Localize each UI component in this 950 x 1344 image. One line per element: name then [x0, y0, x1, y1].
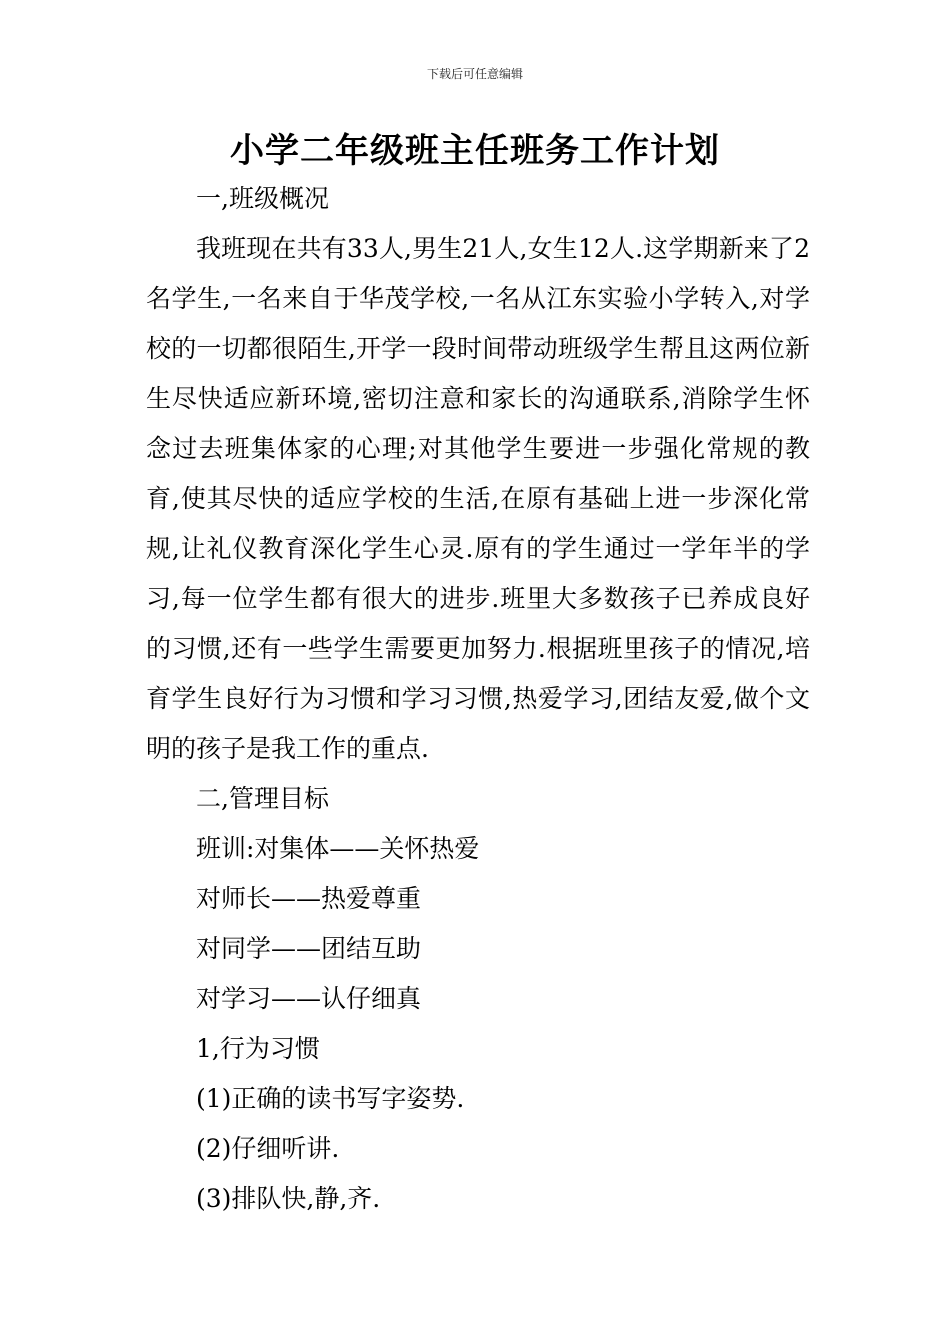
motto-line-study: 对学习——认仔细真 [196, 984, 422, 1013]
class-motto-line: 班训:对集体——关怀热爱 [196, 834, 480, 863]
list-item: (3)排队快,静,齐. [196, 1184, 381, 1213]
list-item: (2)仔细听讲. [196, 1134, 340, 1163]
list-item: (1)正确的读书写字姿势. [196, 1084, 465, 1113]
paragraph-class-overview: 我班现在共有33人,男生21人,女生12人.这学期新来了2名学生,一名来自于华茂学校,一名从江东实验小学转入,对学校的一切都很陌生,开学一段时间带动班级学生帮且这两位新生尽快适应新环境,密切注意和家长的沟通联系,消除学生怀念过去班集体家的心理;对其他学生要进一步强化常规的教育,使其尽快的适应学校的生活,在原有基础上进一步深化常规,让礼仪教育深化学生心灵.原有的学生通过一学年半的学习,每一位学生都有很大的进步.班里大多数孩子已养成良好的习惯,还有一些学生需要更加努力.根据班里孩子的情况,培育学生良好行为习惯和学习习惯,热爱学习,团结友爱,做个文明的孩子是我工作的重点. [146, 234, 810, 763]
motto-line-classmates: 对同学——团结互助 [196, 934, 422, 963]
section-heading-class-overview: 一,班级概况 [196, 184, 329, 213]
document-body [146, 174, 810, 1224]
header-note: 下载后可任意编辑 [426, 67, 523, 81]
subsection-heading-behavior-habits: 1,行为习惯 [196, 1034, 320, 1063]
motto-line-teachers: 对师长——热爱尊重 [196, 884, 422, 913]
document-title: 小学二年级班主任班务工作计划 [230, 131, 720, 171]
section-heading-management-goals: 二,管理目标 [196, 784, 329, 813]
